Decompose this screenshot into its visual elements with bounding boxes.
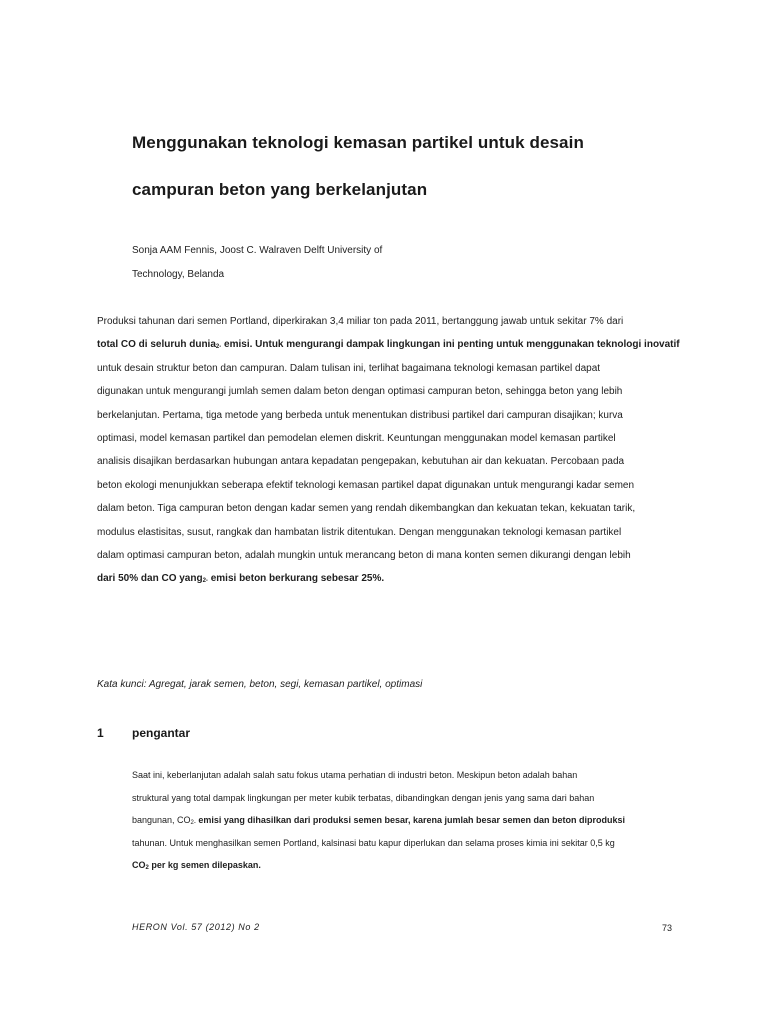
journal-footer: HERON Vol. 57 (2012) No 2 — [132, 922, 260, 932]
body-line — [132, 812, 692, 835]
abstract-line: Produksi tahunan dari semen Portland, diperkirakan 3,4 miliar ton pada 2011, bertanggung jawab untuk sekitar 7% dari — [97, 316, 624, 327]
authors-line-1: Sonja AAM Fennis, Joost C. Walraven Delft University of — [132, 245, 383, 256]
abstract-text: emisi. Untuk mengurangi dampak lingkungan ini penting untuk menggunakan teknologi inovatif — [221, 339, 680, 351]
subscript: 2- — [202, 578, 208, 585]
section-number: 1 — [97, 726, 104, 740]
abstract-text: total CO di seluruh dunia — [97, 339, 216, 351]
subscript: 2- — [215, 344, 222, 351]
body-text: per kg semen dilepaskan. — [148, 860, 261, 870]
abstract-line: beton ekologi menunjukkan seberapa efektif teknologi kemasan partikel dapat digunakan untuk mengurangi kadar semen — [97, 479, 635, 491]
subscript: 2- — [190, 820, 196, 826]
body-text: CO — [132, 860, 146, 870]
body-line: Saat ini, keberlanjutan adalah salah satu fokus utama perhatian di industri beton. Meskipun beton adalah bahan — [132, 770, 578, 780]
page-number: 73 — [662, 923, 673, 933]
abstract-line: dalam beton. Tiga campuran beton dengan kadar semen yang rendah dikembangkan dan kekuatan tekan, kekuatan tarik, — [97, 503, 636, 515]
body-line: tahunan. Untuk menghasilkan semen Portland, kalsinasi batu kapur diperlukan dan selama proses kimia ini sekitar 0,5 kg — [132, 837, 615, 848]
abstract-line: untuk desain struktur beton dan campuran. Dalam tulisan ini, terlihat bagaimana teknologi kemasan partikel dapat — [97, 362, 601, 374]
abstract-text: emisi beton berkurang sebesar 25%. — [207, 573, 385, 585]
paper-title-line-1: Menggunakan teknologi kemasan partikel untuk desain — [132, 133, 584, 152]
abstract-line — [97, 336, 697, 359]
abstract-line — [97, 570, 697, 593]
abstract-line: modulus elastisitas, susut, rangkak dan hambatan listrik ditentukan. Dengan menggunakan teknologi kemasan partikel — [97, 526, 622, 538]
body-line — [132, 857, 692, 880]
subscript: 2 — [145, 865, 149, 871]
body-text: emisi yang dihasilkan dari produksi semen besar, karena jumlah besar semen dan beton diproduksi — [195, 815, 626, 825]
introduction-paragraph — [132, 767, 692, 880]
body-text: bangunan, CO — [132, 815, 191, 825]
paper-title-line-2: campuran beton yang berkelanjutan — [132, 180, 428, 199]
keywords: Kata kunci: Agregat, jarak semen, beton, segi, kemasan partikel, optimasi — [97, 679, 423, 690]
body-line: struktural yang total dampak lingkungan per meter kubik terbatas, dibandingkan dengan jenis yang sama dari bahan — [132, 792, 595, 803]
abstract-line: optimasi, model kemasan partikel dan pemodelan elemen diskrit. Keuntungan menggunakan model kemasan partikel — [97, 432, 616, 444]
abstract-line: digunakan untuk mengurangi jumlah semen dalam beton dengan optimasi campuran beton, sehingga beton yang lebih — [97, 386, 623, 398]
authors-line-2: Technology, Belanda — [132, 269, 225, 280]
abstract-line: dalam optimasi campuran beton, adalah mungkin untuk merancang beton di mana konten semen dikurangi dengan lebih — [97, 549, 631, 561]
abstract — [97, 313, 697, 594]
abstract-text: dari 50% dan CO yang — [97, 573, 203, 585]
abstract-line: berkelanjutan. Pertama, tiga metode yang berbeda untuk menentukan distribusi partikel dari campuran disajikan; kurva — [97, 409, 623, 421]
abstract-line: analisis disajikan berdasarkan hubungan antara kepadatan pengepakan, kebutuhan air dan kekuatan. Percobaan pada — [97, 456, 625, 468]
section-heading: pengantar — [132, 726, 191, 740]
